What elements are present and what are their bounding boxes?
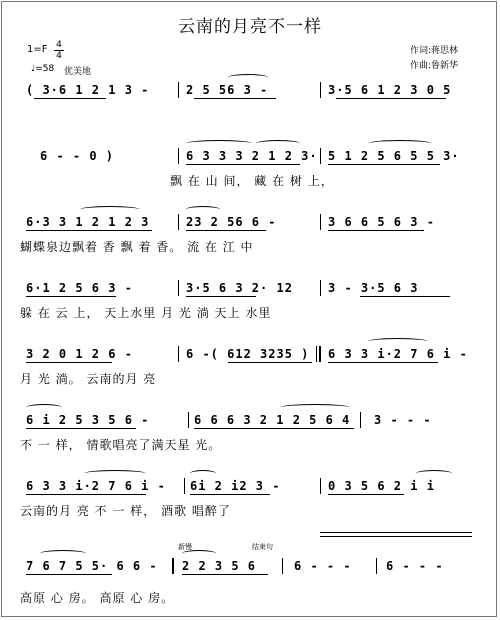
measure: 3 6 6 5 6 3 -	[328, 215, 435, 229]
notation-line	[20, 278, 472, 298]
slur	[280, 404, 350, 411]
notation-line	[20, 80, 472, 100]
notation-line	[20, 212, 472, 232]
slur	[228, 74, 268, 81]
slur	[368, 338, 428, 345]
beam	[336, 98, 446, 99]
barline	[320, 478, 321, 494]
barline	[316, 346, 317, 362]
measure: 6 i 2 5 3 5 6 -	[26, 413, 150, 427]
slur	[368, 140, 432, 147]
beam	[26, 494, 146, 495]
slur	[84, 470, 146, 477]
measure: 6 - - -	[294, 559, 352, 573]
notation-line	[20, 410, 472, 430]
barline	[178, 148, 179, 164]
slur	[186, 140, 252, 147]
beam	[186, 164, 300, 165]
measure: ( 3·6 1 2 1 3 -	[26, 83, 150, 97]
beam	[328, 164, 440, 165]
slur	[182, 550, 216, 557]
lyrics-line: 蝴蝶泉边飘着 香 飘 着 香。 流 在 江 中	[20, 240, 254, 254]
barline	[320, 82, 321, 98]
time-signature	[54, 40, 64, 61]
time-signature-top: 4	[56, 40, 62, 50]
beam	[26, 574, 112, 575]
score-system-6	[20, 410, 472, 468]
lyrics-line: 月 光 淌。 云南的月 亮	[20, 372, 157, 386]
beam	[194, 428, 354, 429]
beam	[186, 296, 256, 297]
beam	[34, 98, 106, 99]
slur	[26, 404, 62, 411]
notation-line	[20, 556, 472, 576]
beam	[328, 362, 438, 363]
beam	[194, 98, 276, 99]
measure: 6·3 3 1 2 1 2 3	[26, 215, 150, 229]
beam	[26, 296, 116, 297]
lyrics-line: 不 一 样， 情歌唱亮了满天星 光。	[20, 438, 222, 452]
measure: 6i 2 i2 3 -	[190, 479, 281, 493]
measure: 6 3 3 i·2 7 6 i -	[26, 479, 166, 493]
page-title: 云南的月亮不一样	[178, 17, 322, 37]
score-system-3	[20, 212, 472, 270]
slur	[256, 140, 300, 147]
measure: 3·5 6 1 2 3 0 5	[328, 83, 452, 97]
tempo-marking: ♩=58	[31, 64, 55, 74]
beam	[328, 230, 424, 231]
measure: 6 -( 612 3235 )	[186, 347, 310, 361]
measure: 6 - - 0 )	[40, 149, 115, 163]
measure: 6·1 2 5 6 3 -	[26, 281, 133, 295]
barline	[178, 214, 179, 230]
beam	[186, 230, 266, 231]
composer-credit: 作曲:鲁新华	[409, 61, 458, 71]
slur	[40, 550, 86, 557]
score-system-1	[20, 80, 472, 138]
lyrics-line: 高原 心 房。 高原 心 房。	[20, 591, 175, 605]
barline	[320, 214, 321, 230]
measure: 0 3 5 6 2 i i	[328, 479, 435, 493]
barline	[320, 280, 321, 296]
beam	[190, 494, 270, 495]
barline	[320, 148, 321, 164]
measure: 3 - 3·5 6 3	[328, 281, 419, 295]
beam	[26, 230, 152, 231]
barline	[184, 478, 185, 494]
measure: 6 3 3 i·2 7 6 i -	[328, 347, 468, 361]
slur	[416, 470, 452, 477]
beam	[26, 428, 136, 429]
measure: 2 5 56 3 -	[186, 83, 269, 97]
beam	[228, 362, 312, 363]
expression-marking: 优美地	[64, 67, 92, 77]
score-system-7	[20, 476, 472, 534]
barline	[188, 412, 189, 428]
barline	[178, 280, 179, 296]
beam	[182, 574, 268, 575]
beam	[360, 296, 450, 297]
section-label: 新慢	[178, 543, 192, 551]
barline	[282, 558, 283, 574]
measure: 6 - - -	[386, 559, 444, 573]
barline	[376, 558, 377, 574]
lyrics-line: 躲 在 云 上， 天上水里 月 光 淌 天上 水里	[20, 306, 272, 320]
beam	[328, 494, 404, 495]
slur	[190, 470, 216, 477]
time-signature-bottom: 4	[54, 50, 64, 61]
barline	[360, 412, 361, 428]
measure: 5 1 2 5 6 5 5 3·	[328, 149, 460, 163]
slur	[186, 206, 220, 213]
score-system-2	[20, 146, 472, 204]
notation-line	[20, 344, 472, 364]
measure: 7 6 7 5 5· 6 6 -	[26, 559, 158, 573]
measure: 3 - - -	[374, 413, 432, 427]
measure: 6 6 6 3 2 1 2 5 6 4	[194, 413, 351, 427]
slur	[80, 206, 140, 213]
beam	[26, 362, 112, 363]
notation-line	[20, 476, 472, 496]
measure: 23 2 56 6 -	[186, 215, 277, 229]
measure: 3 2 0 1 2 6 -	[26, 347, 133, 361]
ending-bracket	[320, 532, 472, 537]
measure: 2 2 3 5 6	[182, 559, 257, 573]
repeat-barline	[172, 558, 174, 574]
score-system-4	[20, 278, 472, 336]
score-system-8	[20, 543, 472, 614]
measure: 6 3 3 3 2 1 2 3·	[186, 149, 318, 163]
key-signature: 1=F	[27, 44, 48, 55]
lyrics-line: 飘 在 山 间， 藏 在 树 上，	[170, 174, 334, 188]
notation-line	[20, 146, 472, 166]
barline	[178, 346, 179, 362]
barline	[178, 82, 179, 98]
measure: 3·5 6 3 2· 12	[186, 281, 293, 295]
ending-label: 结束句	[252, 543, 273, 551]
repeat-barline	[319, 346, 321, 362]
lyricist-credit: 作词:蒋思林	[409, 46, 458, 56]
score-system-5	[20, 344, 472, 402]
lyrics-line: 云南的月 亮 不 一 样， 酒歌 唱醉了	[20, 504, 231, 518]
